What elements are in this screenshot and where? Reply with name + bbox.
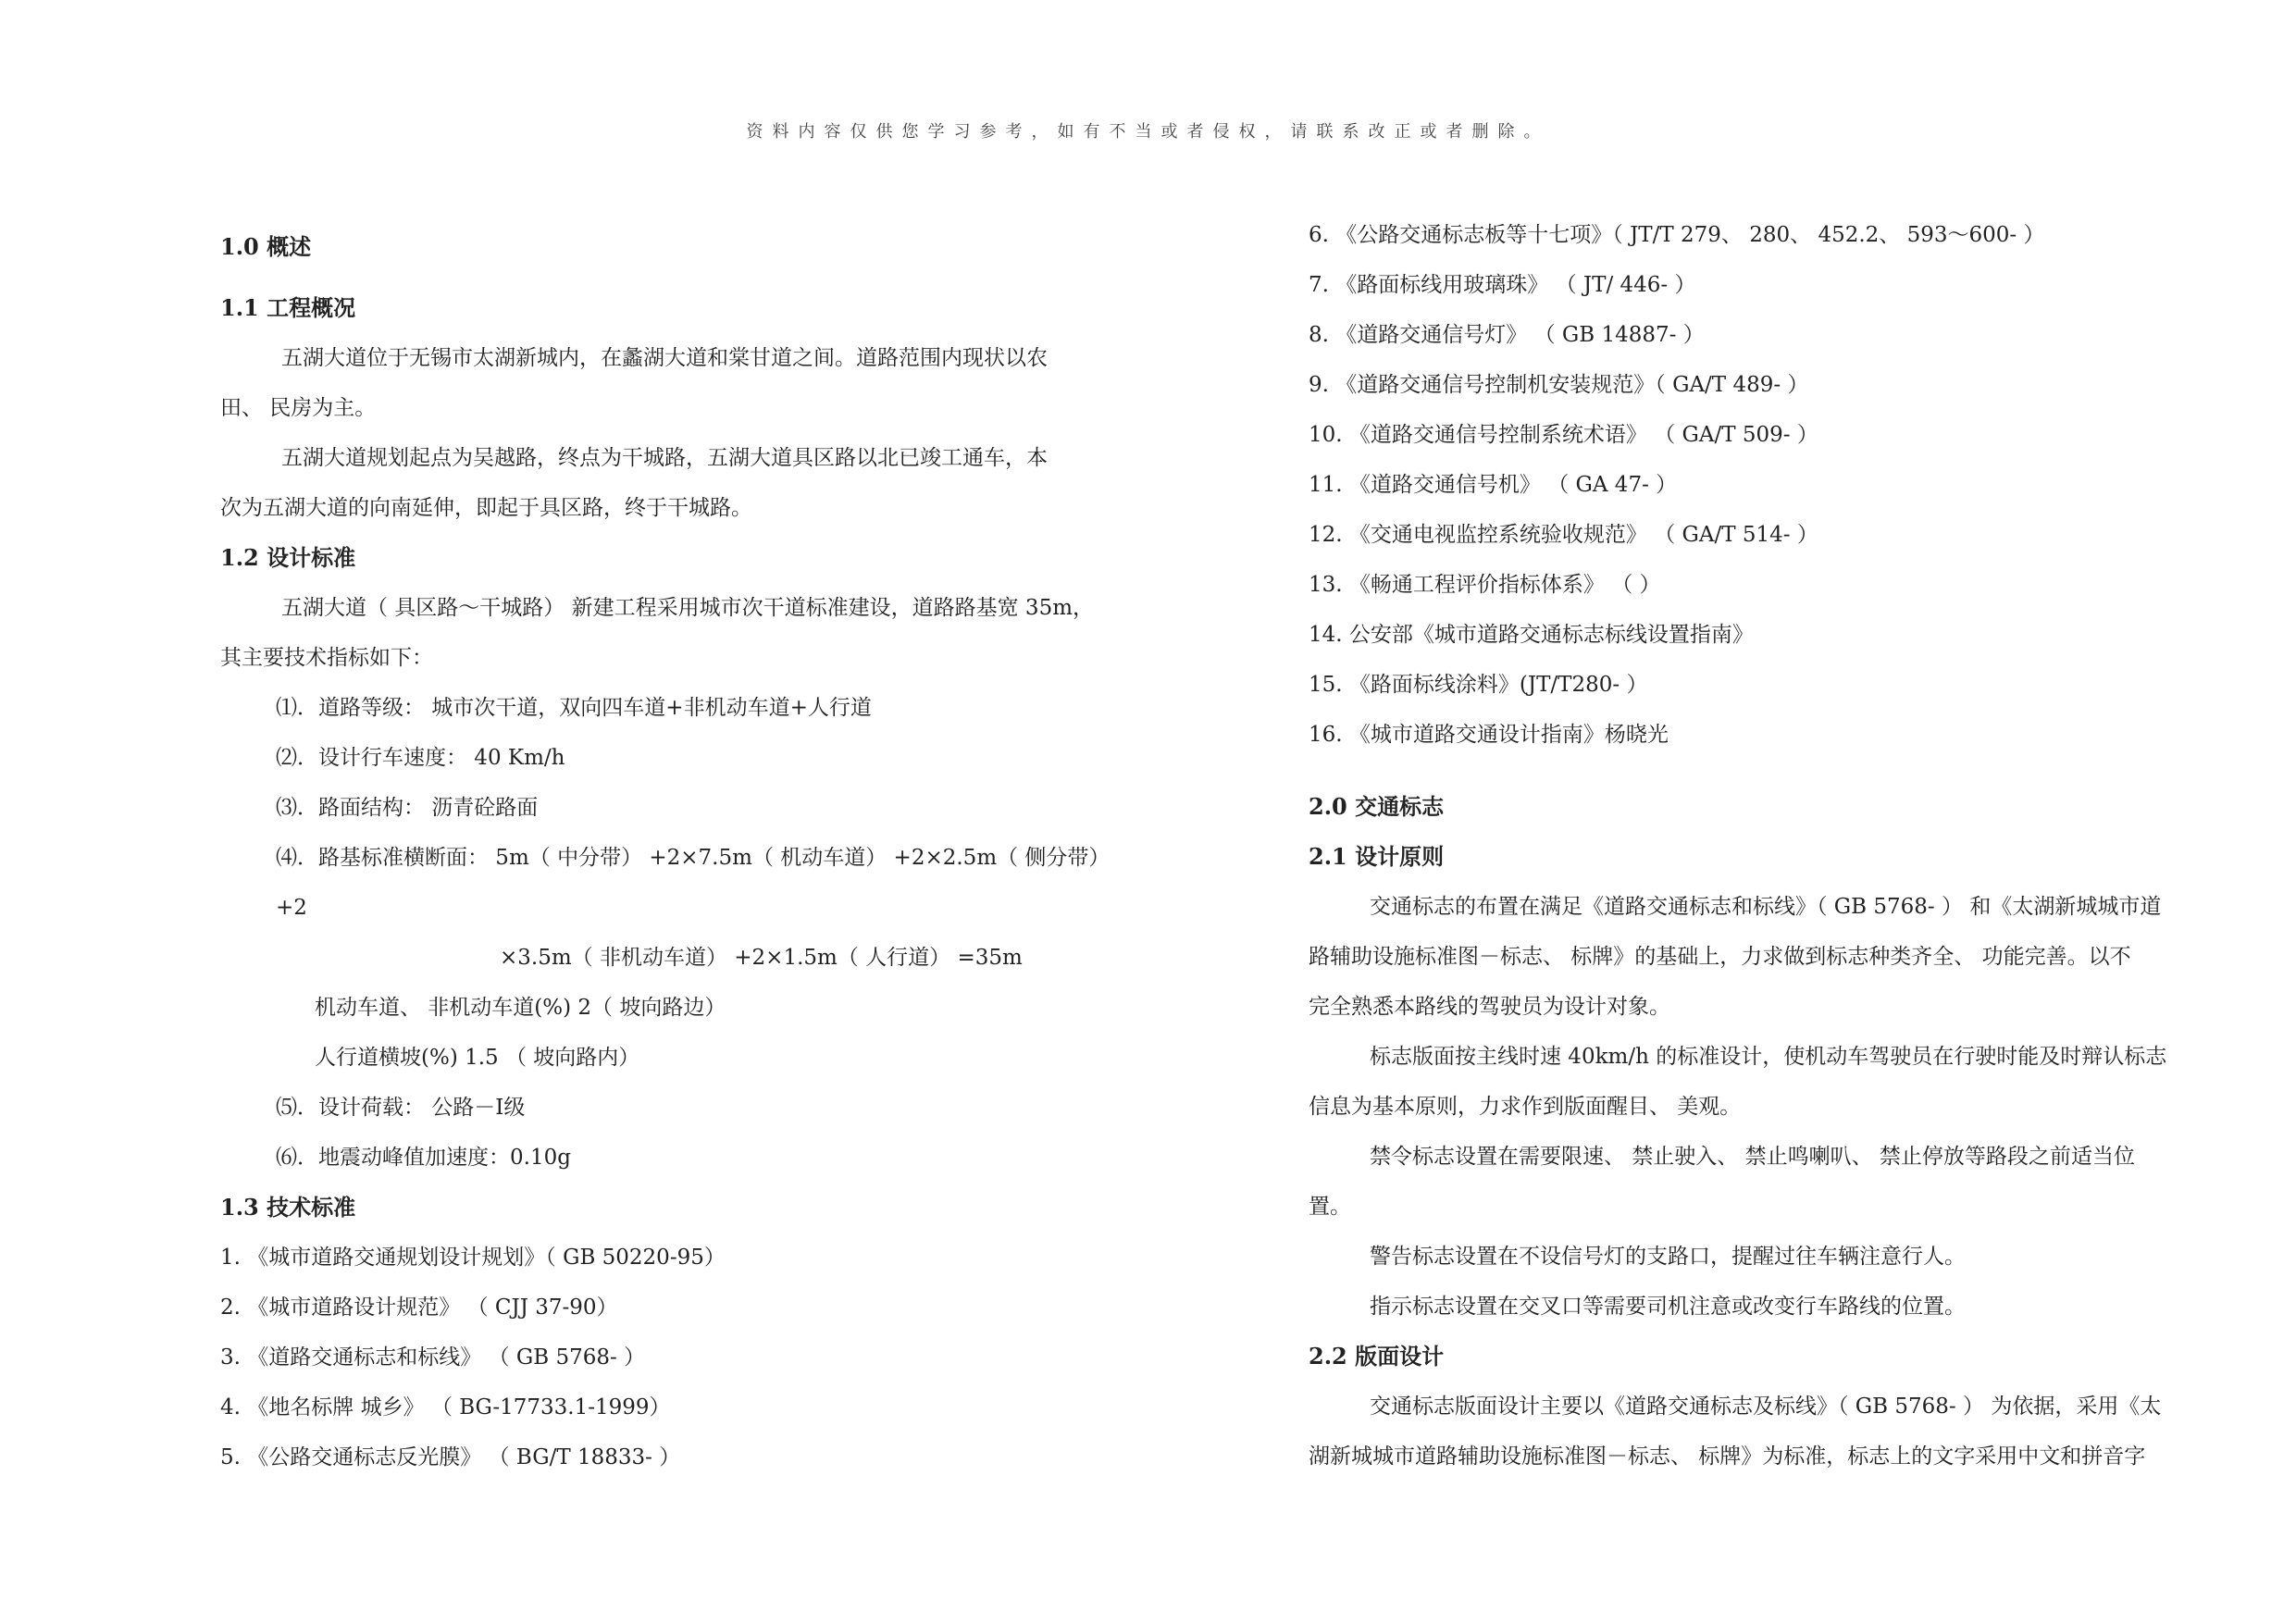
right-column bbox=[1309, 210, 2234, 1481]
paragraph: 禁令标志设置在需要限速、 禁止驶入、 禁止鸣喇叭、 禁止停放等路段之前适当位 bbox=[1370, 1145, 2135, 1169]
spec-item: 人行道横坡(%) 1.5 （ 坡向路内） bbox=[315, 1046, 640, 1070]
paragraph: 交通标志版面设计主要以《道路交通标志及标线》（ GB 5768- ） 为依据，采用《太 bbox=[1370, 1395, 2162, 1419]
spec-item: ⑴．道路等级： 城市次干道，双向四车道+非机动车道+人行道 bbox=[276, 696, 872, 720]
paragraph: 完全熟悉本路线的驾驶员为设计对象。 bbox=[1309, 995, 1670, 1019]
paragraph: 标志版面按主线时速 40km/h 的标准设计，使机动车驾驶员在行驶时能及时辩认标志 bbox=[1370, 1045, 2167, 1069]
standard-item: 4. 《地名标牌 城乡》 （ BG-17733.1-1999） bbox=[220, 1395, 671, 1419]
paragraph: 五湖大道位于无锡市太湖新城内，在蠡湖大道和棠甘道之间。道路范围内现状以农 bbox=[281, 346, 1048, 370]
standard-item: 8. 《道路交通信号灯》 （ GB 14887- ） bbox=[1309, 323, 1705, 347]
standard-item: 2. 《城市道路设计规范》 （ CJJ 37-90） bbox=[220, 1295, 618, 1320]
standard-item: 14. 公安部《城市道路交通标志标线设置指南》 bbox=[1309, 623, 1754, 647]
heading-1-3: 1.3 技术标准 bbox=[220, 1194, 356, 1221]
spec-item: ⑹．地震动峰值加速度：0.10g bbox=[276, 1146, 571, 1170]
spec-item: ×3.5m（ 非机动车道） +2×1.5m（ 人行道） =35m bbox=[500, 946, 1023, 970]
paragraph: 路辅助设施标准图－标志、 标牌》的基础上，力求做到标志种类齐全、 功能完善。以不 bbox=[1309, 945, 2131, 969]
standard-item: 9. 《道路交通信号控制机安装规范》（ GA/T 489- ） bbox=[1309, 373, 1809, 397]
paragraph: 其主要技术指标如下： bbox=[220, 646, 433, 670]
heading-2-1: 2.1 设计原则 bbox=[1309, 843, 1445, 870]
standard-item: 15. 《路面标线涂料》(JT/T280- ） bbox=[1309, 673, 1648, 697]
paragraph: 五湖大道（ 具区路～干城路） 新建工程采用城市次干道标准建设，道路路基宽 35m， bbox=[281, 596, 1095, 620]
paragraph: 湖新城城市道路辅助设施标准图－标志、 标牌》为标准，标志上的文字采用中文和拼音字 bbox=[1309, 1444, 2146, 1469]
paragraph: 五湖大道规划起点为吴越路，终点为干城路，五湖大道具区路以北已竣工通车，本 bbox=[281, 446, 1048, 470]
disclaimer-header: 资料内容仅供您学习参考，如有不当或者侵权，请联系改正或者删除。 bbox=[746, 122, 1550, 142]
spec-item: 机动车道、 非机动车道(%) 2（ 坡向路边） bbox=[315, 996, 726, 1020]
standard-item: 1. 《城市道路交通规划设计规划》（ GB 50220-95） bbox=[220, 1246, 726, 1270]
standard-item: 6. 《公路交通标志板等十七项》（ JT/T 279、 280、 452.2、 593～600- ） bbox=[1309, 223, 2045, 247]
spec-item: ⑷．路基标准横断面： 5m（ 中分带） +2×7.5m（ 机动车道） +2×2.5m（ 侧分带） +2 bbox=[276, 846, 1111, 920]
standard-item: 13. 《畅通工程评价指标体系》 （ ） bbox=[1309, 573, 1661, 597]
spec-item: ⑸．设计荷载： 公路－Ⅰ级 bbox=[276, 1096, 526, 1120]
standard-item: 11. 《道路交通信号机》 （ GA 47- ） bbox=[1309, 473, 1678, 497]
left-column bbox=[220, 222, 1146, 1482]
standard-item: 10. 《道路交通信号控制系统术语》 （ GA/T 509- ） bbox=[1309, 423, 1818, 447]
heading-1-2: 1.2 设计标准 bbox=[220, 544, 356, 571]
paragraph: 置。 bbox=[1309, 1195, 1351, 1219]
paragraph: 警告标志设置在不设信号灯的支路口，提醒过往车辆注意行人。 bbox=[1370, 1245, 1966, 1269]
heading-1-1: 1.1 工程概况 bbox=[220, 294, 356, 321]
heading-2-2: 2.2 版面设计 bbox=[1309, 1343, 1445, 1370]
standard-item: 3. 《道路交通标志和标线》 （ GB 5768- ） bbox=[220, 1345, 646, 1370]
paragraph: 信息为基本原则，力求作到版面醒目、 美观。 bbox=[1309, 1095, 1742, 1119]
paragraph: 田、 民房为主。 bbox=[220, 396, 377, 420]
standard-item: 16. 《城市道路交通设计指南》杨晓光 bbox=[1309, 723, 1669, 747]
heading-1-0: 1.0 概述 bbox=[220, 233, 312, 260]
spec-item: ⑵．设计行车速度： 40 Km/h bbox=[276, 746, 565, 770]
standard-item: 7. 《路面标线用玻璃珠》 （ JT/ 446- ） bbox=[1309, 273, 1696, 297]
paragraph: 交通标志的布置在满足《道路交通标志和标线》（ GB 5768- ） 和《太湖新城城市道 bbox=[1370, 895, 2162, 919]
spec-item: ⑶．路面结构： 沥青砼路面 bbox=[276, 796, 539, 820]
paragraph: 次为五湖大道的向南延伸，即起于具区路，终于干城路。 bbox=[220, 496, 752, 520]
paragraph: 指示标志设置在交叉口等需要司机注意或改变行车路线的位置。 bbox=[1370, 1295, 1966, 1319]
heading-2-0: 2.0 交通标志 bbox=[1309, 793, 1445, 820]
standard-item: 5. 《公路交通标志反光膜》 （ BG/T 18833- ） bbox=[220, 1445, 681, 1469]
standard-item: 12. 《交通电视监控系统验收规范》 （ GA/T 514- ） bbox=[1309, 523, 1818, 547]
